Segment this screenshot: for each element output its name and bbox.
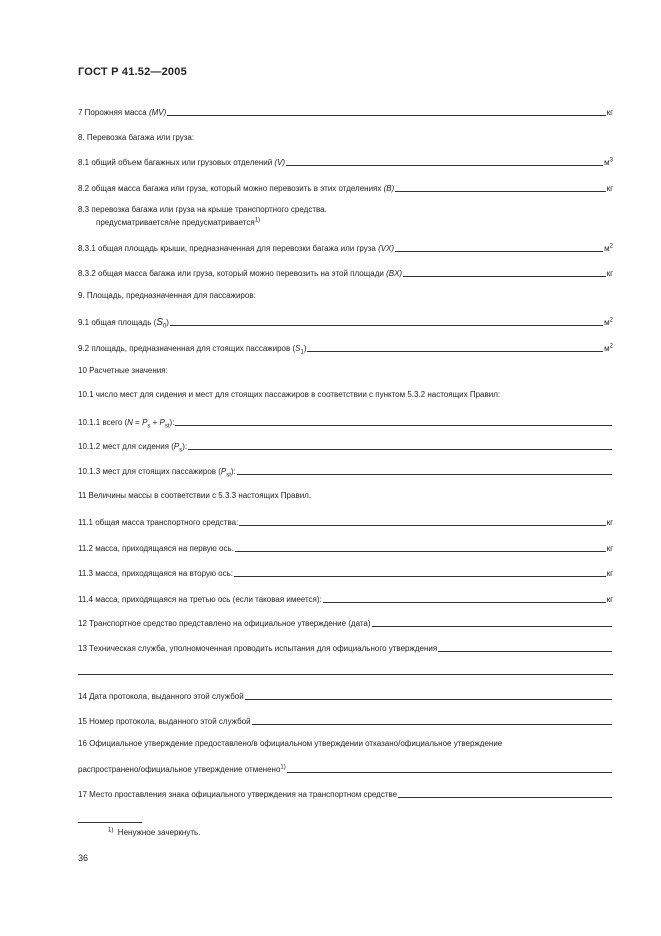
- field-approval-status-line1: 16 Официальное утверждение предоставлено/в официальном утверждении отказано/официальное утверждение: [78, 739, 503, 748]
- field-roof-area: 8.3.1 общая площадь крыши, предназначенная для перевозки багажа или груза (VX) $м^2$: [78, 243, 613, 253]
- blank-line[interactable]: [287, 771, 612, 773]
- field-approval-mark-location: 17 Место проставления знака официального утверждения на транспортном средстве: [78, 786, 613, 800]
- field-total-baggage-volume: 8.1 общий объем багажных или грузовых отделений (V) $м^3$: [78, 157, 613, 167]
- blank-line[interactable]: [188, 448, 612, 450]
- blank-line[interactable]: [175, 424, 612, 426]
- footnote: $^{1)}$ Ненужное зачеркнуть.: [108, 827, 201, 837]
- blank-line[interactable]: [372, 625, 612, 627]
- blank-line[interactable]: [438, 650, 612, 652]
- blank-line[interactable]: [170, 324, 603, 326]
- field-report-date: 14 Дата протокола, выданного этой службой: [78, 688, 613, 702]
- field-technical-service: 13 Техническая служба, уполномоченная проводить испытания для официального утверждения: [78, 640, 613, 654]
- field-standing-area: 9.2 площадь, предназначенная для стоящих пассажиров $(S_1)$ $м^2$: [78, 343, 613, 356]
- field-total-places: 10.1.1 всего $(N = P_s + P_{st})$:: [78, 414, 613, 428]
- field-passenger-area-total: 9.1 общая площадь $(S_0)$ $м^2$: [78, 317, 613, 330]
- blank-line[interactable]: [252, 723, 612, 725]
- section-10-1-heading: 10.1 число мест для сидения и мест для стоящих пассажиров в соответствии с пунктом 5.3.2 настоящих Правил:: [78, 390, 501, 399]
- field-submission-date: 12 Транспортное средство представлено на официальное утверждение (дата): [78, 615, 613, 629]
- field-roof-mass: 8.3.2 общая масса багажа или груза, который можно перевозить на этой площади (BX) кг: [78, 269, 613, 278]
- blank-line[interactable]: [403, 275, 605, 277]
- field-standing-places: 10.1.3 мест для стоящих пассажиров $(P_{st})$:: [78, 463, 613, 477]
- blank-line[interactable]: [323, 601, 606, 603]
- field-seated-places: 10.1.2 мест для сидения $(P_s)$:: [78, 438, 613, 452]
- field-third-axle-mass: 11.4 масса, приходящаяся на третью ось (если таковая имеется): кг: [78, 595, 613, 604]
- field-report-number: 15 Номер протокола, выданного этой службой: [78, 713, 613, 727]
- field-approval-status: распространено/официальное утверждение отменено$^{1)}$: [78, 761, 613, 775]
- blank-line[interactable]: [307, 350, 603, 352]
- blank-line-continuation[interactable]: [78, 674, 613, 675]
- footnote-divider: [78, 822, 142, 823]
- section-8-heading: 8. Перевозка багажа или груза:: [78, 133, 195, 142]
- field-total-baggage-mass: 8.2 общая масса багажа или груза, который можно перевозить в этих отделениях (B) кг: [78, 184, 613, 193]
- document-header: ГОСТ Р 41.52—2005: [78, 66, 187, 78]
- field-roof-baggage: 8.3 перевозка багажа или груза на крыше транспортного средства. предусматривается/не предусматривается$^{1)}$: [78, 205, 327, 227]
- section-10-heading: 10 Расчетные значения:: [78, 366, 168, 375]
- blank-line[interactable]: [167, 114, 605, 116]
- field-first-axle-mass: 11.2 масса, приходящаяся на первую ось. кг: [78, 544, 613, 553]
- blank-line[interactable]: [239, 524, 605, 526]
- blank-line[interactable]: [395, 250, 603, 252]
- blank-line[interactable]: [398, 796, 612, 798]
- field-total-vehicle-mass: 11.1 общая масса транспортного средства: кг: [78, 518, 613, 527]
- blank-line[interactable]: [235, 550, 606, 552]
- field-empty-mass: 7 Порожняя масса (MV) кг: [78, 108, 613, 117]
- blank-line[interactable]: [234, 575, 606, 577]
- page-number: 36: [78, 853, 89, 863]
- section-11-heading: 11 Величины массы в соответствии с 5.3.3 настоящих Правил.: [78, 491, 312, 500]
- section-9-heading: 9. Площадь, предназначенная для пассажиров:: [78, 291, 256, 300]
- blank-line[interactable]: [237, 473, 612, 475]
- blank-line[interactable]: [395, 190, 605, 192]
- field-second-axle-mass: 11.3 масса, приходящаяся на вторую ось: кг: [78, 569, 613, 578]
- blank-line[interactable]: [286, 164, 603, 166]
- blank-line[interactable]: [245, 698, 612, 700]
